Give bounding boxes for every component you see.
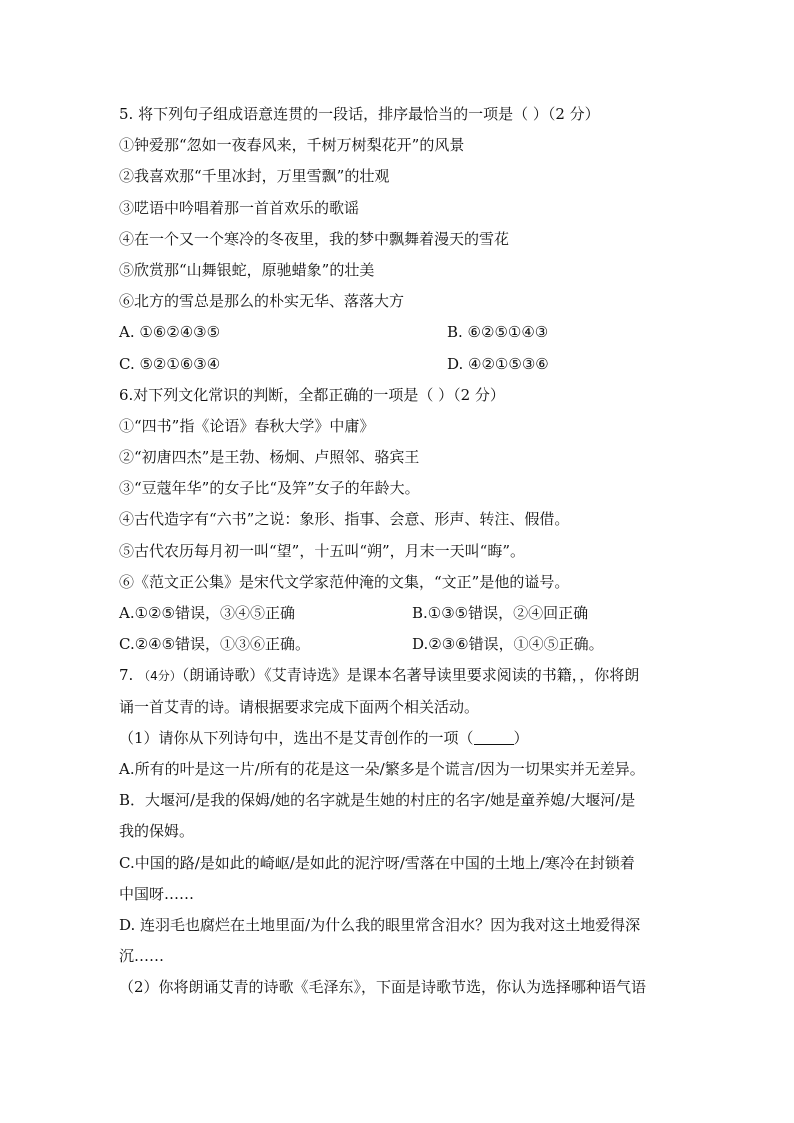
q6-options-row-1	[119, 598, 679, 629]
q7-sub1-prompt-close: ）	[513, 728, 529, 747]
q5-options-row-2	[119, 349, 679, 380]
q6-item-3: ③“豆蔻年华”的女子比“及笄”女子的年龄大。	[119, 479, 420, 498]
q5-option-c[interactable]: C. ⑤②①⑥③④	[119, 354, 221, 373]
q7-option-c-line-2: 中国呀……	[119, 884, 195, 903]
q6-item-1: ①“四书”指《论语》春秋大学》中庸》	[119, 416, 375, 435]
q5-option-d[interactable]: D. ④②①⑤③⑥	[447, 354, 549, 373]
q6-item-2: ②“初唐四杰”是王勃、杨炯、卢照邻、骆宾王	[119, 448, 420, 467]
q7-option-d-line-2: 沉……	[119, 947, 165, 966]
q6-item-4: ④古代造字有“六书”之说：象形、指事、会意、形声、转注、假借。	[119, 510, 570, 529]
q7-stem-line-2: 诵一首艾青的诗。请根据要求完成下面两个相关活动。	[119, 697, 480, 716]
q5-options-row-1	[119, 317, 679, 348]
q6-option-b[interactable]: B.①③⑤错误，②④回正确	[412, 604, 589, 622]
q7-number: 7.	[119, 666, 134, 685]
q7-sub2-prompt: （2）你将朗诵艾青的诗歌《毛泽东》，下面是诗歌节选，你认为选择哪种语气语	[119, 978, 647, 997]
q6-item-6: ⑥《范文正公集》是宋代文学家范仲淹的文集，“文正”是他的谥号。	[119, 572, 570, 591]
q5-option-b[interactable]: B. ⑥②⑤①④③	[447, 323, 549, 342]
q7-option-a[interactable]: A.所有的叶是这一片/所有的花是这一朵/繁多是个谎言/因为一切果实并无差异。	[119, 759, 645, 778]
q5-option-a[interactable]: A. ①⑥②④③⑤	[119, 323, 221, 342]
q5-item-4: ④在一个又一个寒冷的冬夜里，我的梦中飘舞着漫天的雪花	[119, 229, 510, 248]
q6-options-row-2	[119, 629, 679, 660]
exam-page	[119, 99, 679, 1003]
q7-option-b-line-1[interactable]: B．大堰河/是我的保姆/她的名字就是生她的村庄的名字/她是童养媳/大堰河/是	[119, 791, 636, 810]
q5-item-2: ②我喜欢那“千里冰封，万里雪飘”的壮观	[119, 167, 390, 186]
q6-option-c[interactable]: C.②④⑤错误，①③⑥正确。	[119, 635, 311, 654]
q5-item-6: ⑥北方的雪总是那么的朴实无华、落落大方	[119, 292, 405, 311]
q7-option-c-line-1[interactable]: C.中国的路/是如此的崎岖/是如此的泥泞呀/雪落在中国的土地上/寒冷在封锁着	[119, 853, 635, 872]
q7-sub1-prompt-text: （1）请你从下列诗句中，选出不是艾青创作的一项（	[119, 728, 474, 747]
q6-option-d[interactable]: D.②③⑥错误，①④⑤正确。	[412, 635, 604, 654]
q7-answer-blank[interactable]	[474, 730, 514, 745]
q7-option-d-line-1[interactable]: D. 连羽毛也腐烂在土地里面/为什么我的眼里常含泪水？因为我对这土地爱得深	[119, 915, 641, 934]
q7-sub1-prompt	[119, 723, 679, 754]
q6-stem: 6.对下列文化常识的判断，全都正确的一项是（ ）（2 分）	[119, 385, 505, 404]
q7-stem-line-1	[119, 660, 679, 691]
q5-item-3: ③呓语中吟唱着那一首首欢乐的歌谣	[119, 198, 360, 217]
q6-option-a[interactable]: A.①②⑤错误，③④⑤正确	[119, 604, 295, 622]
q5-item-1: ①钟爱那“忽如一夜春风来，千树万树梨花开”的风景	[119, 136, 465, 155]
q7-score: （4分）	[138, 669, 182, 684]
q7-option-b-line-2: 我的保姆。	[119, 822, 195, 841]
q5-stem: 5. 将下列句子组成语意连贯的一段话，排序最恰当的一项是（ ）（2 分）	[119, 105, 600, 123]
q5-item-5: ⑤欣赏那“山舞银蛇，原驰蜡象”的壮美	[119, 260, 375, 279]
q6-item-5: ⑤古代农历每月初一叫“望”，十五叫“朔”，月末一天叫“晦”。	[119, 541, 526, 560]
q7-stem-text: （朗诵诗歌）《艾青诗选》是课本名著导读里要求阅读的书籍，，你将朗	[181, 666, 640, 685]
